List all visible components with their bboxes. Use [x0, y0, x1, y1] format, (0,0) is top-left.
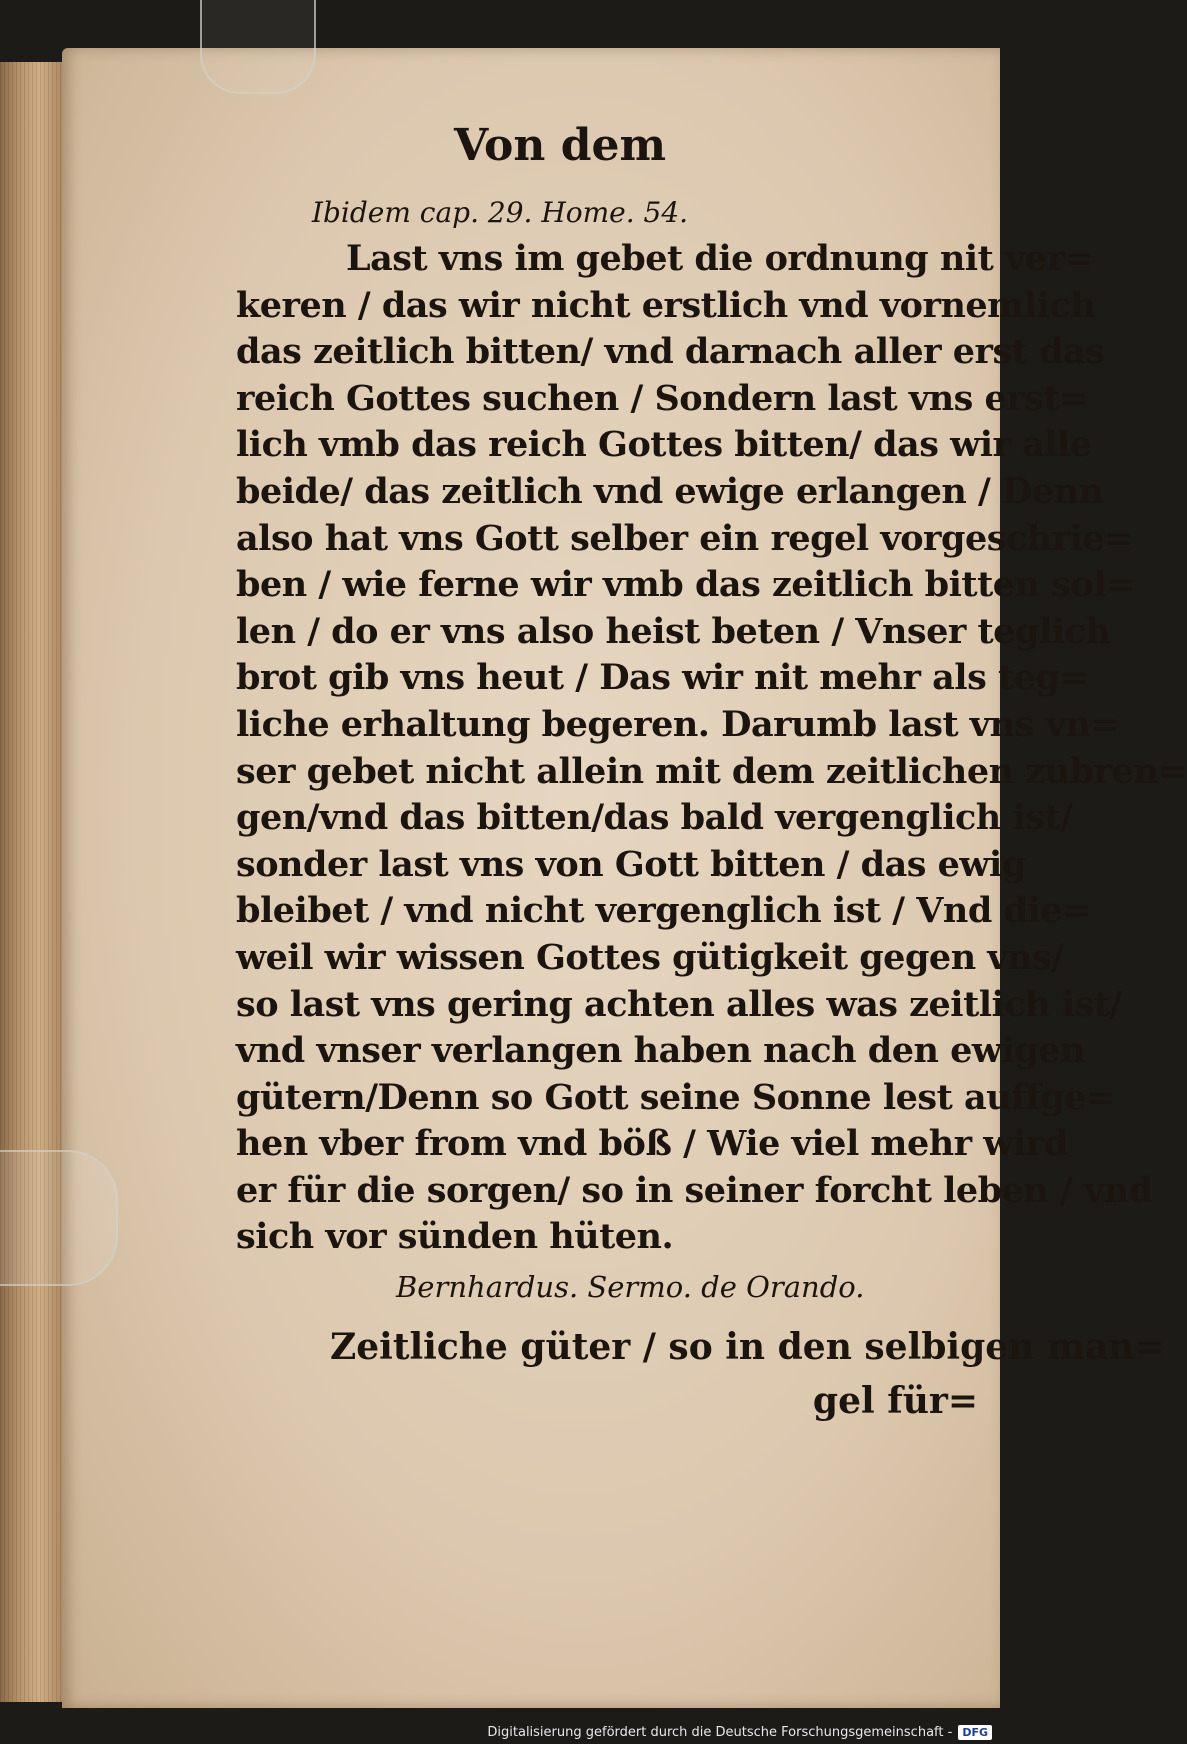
book-page-edges	[0, 62, 68, 1702]
text-line: beide/ das zeitlich vnd ewige erlangen / Denn	[236, 470, 1104, 512]
text-line: das zeitlich bitten/ vnd darnach aller erst das	[236, 331, 1105, 373]
text-line: sich vor sünden hüten.	[236, 1216, 674, 1258]
continuation-text: Zeitliche güter / so in den selbigen man=	[330, 1326, 1165, 1368]
body-text	[236, 236, 1187, 1261]
book-clip-side	[0, 1150, 118, 1286]
text-line: hen vber from vnd böß / Wie viel mehr wird	[236, 1123, 1068, 1165]
text-line: liche erhaltung begeren. Darumb last vns vn=	[236, 703, 1120, 745]
text-line: also hat vns Gott selber ein regel vorgeschrie=	[236, 517, 1134, 559]
credit-text: Digitalisierung gefördert durch die Deutsche Forschungsgemeinschaft -	[487, 1725, 953, 1740]
text-line: reich Gottes suchen / Sondern last vns erst=	[236, 377, 1088, 419]
text-line: keren / das wir nicht erstlich vnd vornemlich	[236, 284, 1096, 326]
text-line: weil wir wissen Gottes gütigkeit gegen vns/	[236, 936, 1064, 978]
text-line: so last vns gering achten alles was zeitlich ist/	[236, 983, 1122, 1025]
text-line: Last vns im gebet die ordnung nit ver=	[346, 238, 1094, 279]
text-line: len / do er vns also heist beten / Vnser teglich	[236, 610, 1111, 652]
book-clip-top	[200, 0, 316, 94]
text-line: bleibet / vnd nicht vergenglich ist / Vnd die=	[236, 890, 1091, 932]
text-line: sonder last vns von Gott bitten / das ewig	[236, 843, 1026, 885]
page-heading: Von dem	[453, 120, 667, 171]
text-line: er für die sorgen/ so in seiner forcht leben / vnd	[236, 1169, 1153, 1211]
text-line: vnd vnser verlangen haben nach den ewigen	[236, 1030, 1085, 1072]
catchword: gel für=	[812, 1380, 978, 1422]
text-line: gütern/Denn so Gott seine Sonne lest auffge=	[236, 1076, 1115, 1118]
text-line: lich vmb das reich Gottes bitten/ das wir alle	[236, 424, 1092, 466]
text-line: ser gebet nicht allein mit dem zeitlichen zubren=	[236, 750, 1187, 792]
text-line: gen/vnd das bitten/das bald vergenglich ist/	[236, 797, 1073, 839]
citation-reference: Ibidem cap. 29. Home. 54.	[311, 196, 689, 229]
dfg-logo: DFG	[958, 1725, 992, 1740]
citation-reference-2: Bernhardus. Sermo. de Orando.	[396, 1270, 865, 1304]
digitization-credit	[487, 1725, 992, 1740]
text-line: brot gib vns heut / Das wir nit mehr als teg=	[236, 657, 1089, 699]
text-line: ben / wie ferne wir vmb das zeitlich bitten sol=	[236, 564, 1135, 606]
